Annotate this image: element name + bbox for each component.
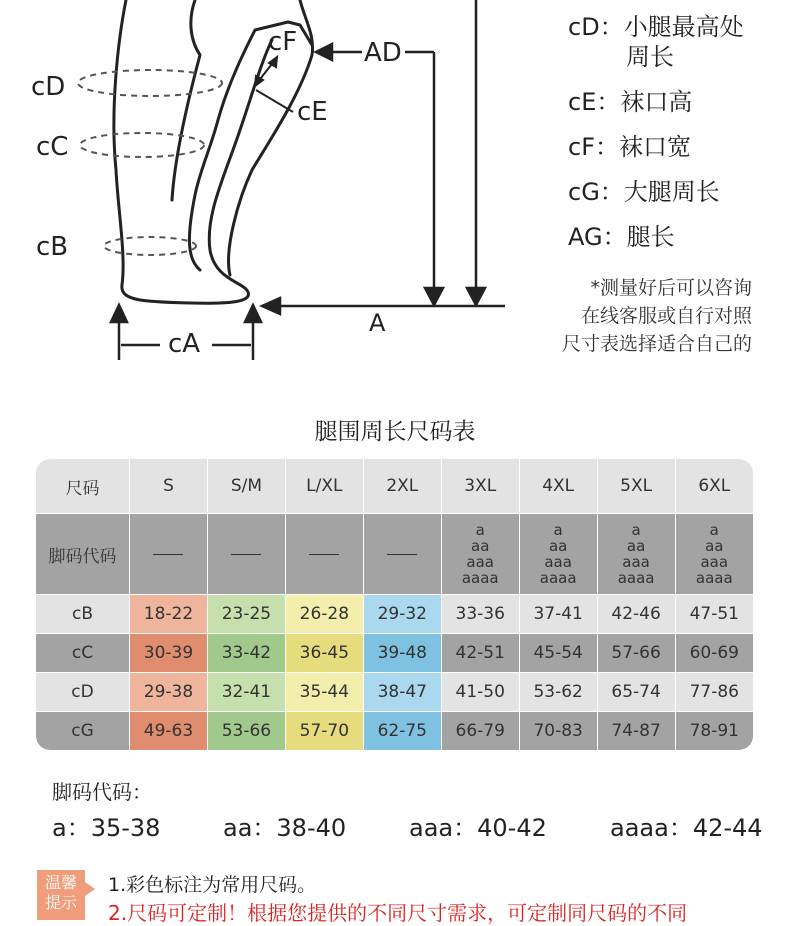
cc-ellipse: [80, 133, 204, 157]
row-label: cB: [36, 595, 130, 634]
table-row-cb: [36, 595, 753, 634]
table-cell: 30-39: [130, 634, 208, 673]
table-cell: 47-51: [675, 595, 753, 634]
header-cell: L/XL: [285, 459, 363, 514]
table-cell: 36-45: [285, 634, 363, 673]
label-a: A: [369, 309, 386, 337]
legend-key: cG：: [568, 178, 624, 206]
table-cell: 26-28: [285, 595, 363, 634]
table-cell: 38-47: [363, 673, 441, 712]
table-cell: 41-50: [441, 673, 519, 712]
dash-mark: [387, 554, 417, 555]
tip-line-2: 2.尺码可定制！根据您提供的不同尺寸需求，可定制同尺码的不同: [108, 901, 688, 925]
legend-value: 腿长: [626, 223, 675, 251]
legend-value: 袜口高: [620, 88, 693, 116]
header-cell: 尺码: [36, 459, 130, 514]
table-cell: 45-54: [519, 634, 597, 673]
row-label: cG: [36, 712, 130, 751]
tip-badge-line: 温馨: [44, 873, 77, 892]
label-ad: AD: [364, 38, 402, 68]
label-cb: cB: [36, 232, 69, 262]
table-cell: 32-41: [207, 673, 285, 712]
header-cell: S/M: [207, 459, 285, 514]
table-cell: 29-38: [130, 673, 208, 712]
table-cell: 53-66: [207, 712, 285, 751]
table-cell: 78-91: [675, 712, 753, 751]
table-cell: 57-66: [597, 634, 675, 673]
table-cell: 39-48: [363, 634, 441, 673]
legend-item-cd: [568, 12, 788, 72]
size-table-title: 腿围周长尺码表: [314, 419, 476, 445]
header-cell: 4XL: [519, 459, 597, 514]
tip-badge-line: 提示: [44, 893, 77, 912]
table-cell: 29-32: [363, 595, 441, 634]
table-row-cc: [36, 634, 753, 673]
legend-item-cf: [568, 132, 788, 162]
tip-badge: [37, 870, 85, 920]
legend-key: cD：: [568, 13, 624, 41]
table-cell: 53-62: [519, 673, 597, 712]
row-label: cD: [36, 673, 130, 712]
header-cell: 5XL: [597, 459, 675, 514]
table-cell: [285, 514, 363, 595]
legend-key: cF：: [568, 133, 619, 161]
table-header-row: [36, 459, 753, 514]
dash-mark: [153, 554, 183, 555]
table-code-row: [36, 514, 753, 595]
foot-code-values: [52, 808, 763, 842]
table-cell: 57-70: [285, 712, 363, 751]
label-cd: cD: [31, 72, 66, 102]
note-line: 在线客服或自行对照: [580, 305, 752, 327]
table-row-cd: [36, 673, 753, 712]
code-cell: a aa aaa aaaa: [597, 514, 675, 595]
foot-code-title: 脚码代码：: [52, 780, 152, 804]
table-cell: [363, 514, 441, 595]
code-cell: a aa aaa aaaa: [441, 514, 519, 595]
table-cell: 74-87: [597, 712, 675, 751]
legend-value: 小腿最高处: [623, 13, 744, 41]
header-cell: 2XL: [363, 459, 441, 514]
label-ca: cA: [168, 329, 201, 359]
table-cell: 70-83: [519, 712, 597, 751]
header-cell: 6XL: [675, 459, 753, 514]
code-cell: a aa aaa aaaa: [675, 514, 753, 595]
table-cell: 18-22: [130, 595, 208, 634]
measure-note: [492, 274, 752, 358]
cb-ellipse: [104, 237, 196, 255]
legend-value-line2: 周长: [626, 43, 674, 71]
label-cf: cF: [268, 27, 298, 57]
cd-ellipse: [78, 70, 222, 96]
foot-code-item: a：35-38: [52, 814, 161, 842]
header-cell: S: [130, 459, 208, 514]
legend-value: 大腿周长: [623, 178, 720, 206]
table-cell: 33-42: [207, 634, 285, 673]
note-line: *测量好后可以咨询: [590, 277, 752, 299]
table-cell: 65-74: [597, 673, 675, 712]
table-cell: 33-36: [441, 595, 519, 634]
legend-key: AG：: [568, 223, 627, 251]
legend-value: 袜口宽: [619, 133, 691, 161]
table-cell: 23-25: [207, 595, 285, 634]
table-cell: 49-63: [130, 712, 208, 751]
table-cell: 35-44: [285, 673, 363, 712]
note-line: 尺寸表选择适合自己的: [561, 333, 752, 355]
table-row-cg: [36, 712, 753, 751]
table-cell: 42-46: [597, 595, 675, 634]
size-table: [36, 459, 753, 750]
label-cc: cC: [36, 132, 69, 162]
foot-code-item: aa：38-40: [223, 814, 347, 842]
legend-key: cE：: [568, 88, 621, 116]
table-cell: [207, 514, 285, 595]
table-cell: 42-51: [441, 634, 519, 673]
row-label: 脚码代码: [36, 514, 130, 595]
foot-code-item: aaaa：42-44: [610, 814, 763, 842]
foot-code-item: aaa：40-42: [409, 814, 547, 842]
label-ce: cE: [297, 97, 328, 127]
table-cell: 37-41: [519, 595, 597, 634]
dash-mark: [309, 554, 339, 555]
table-cell: [130, 514, 208, 595]
measurement-legend: [568, 12, 788, 267]
legend-item-ce: [568, 87, 788, 117]
legend-item-ag: [568, 222, 788, 252]
table-cell: 66-79: [441, 712, 519, 751]
table-cell: 60-69: [675, 634, 753, 673]
header-cell: 3XL: [441, 459, 519, 514]
dash-mark: [231, 554, 261, 555]
table-cell: 62-75: [363, 712, 441, 751]
legend-item-cg: [568, 177, 788, 207]
table-cell: 77-86: [675, 673, 753, 712]
row-label: cC: [36, 634, 130, 673]
tip-line-1: 1.彩色标注为常用尺码。: [108, 874, 317, 896]
code-cell: a aa aaa aaaa: [519, 514, 597, 595]
